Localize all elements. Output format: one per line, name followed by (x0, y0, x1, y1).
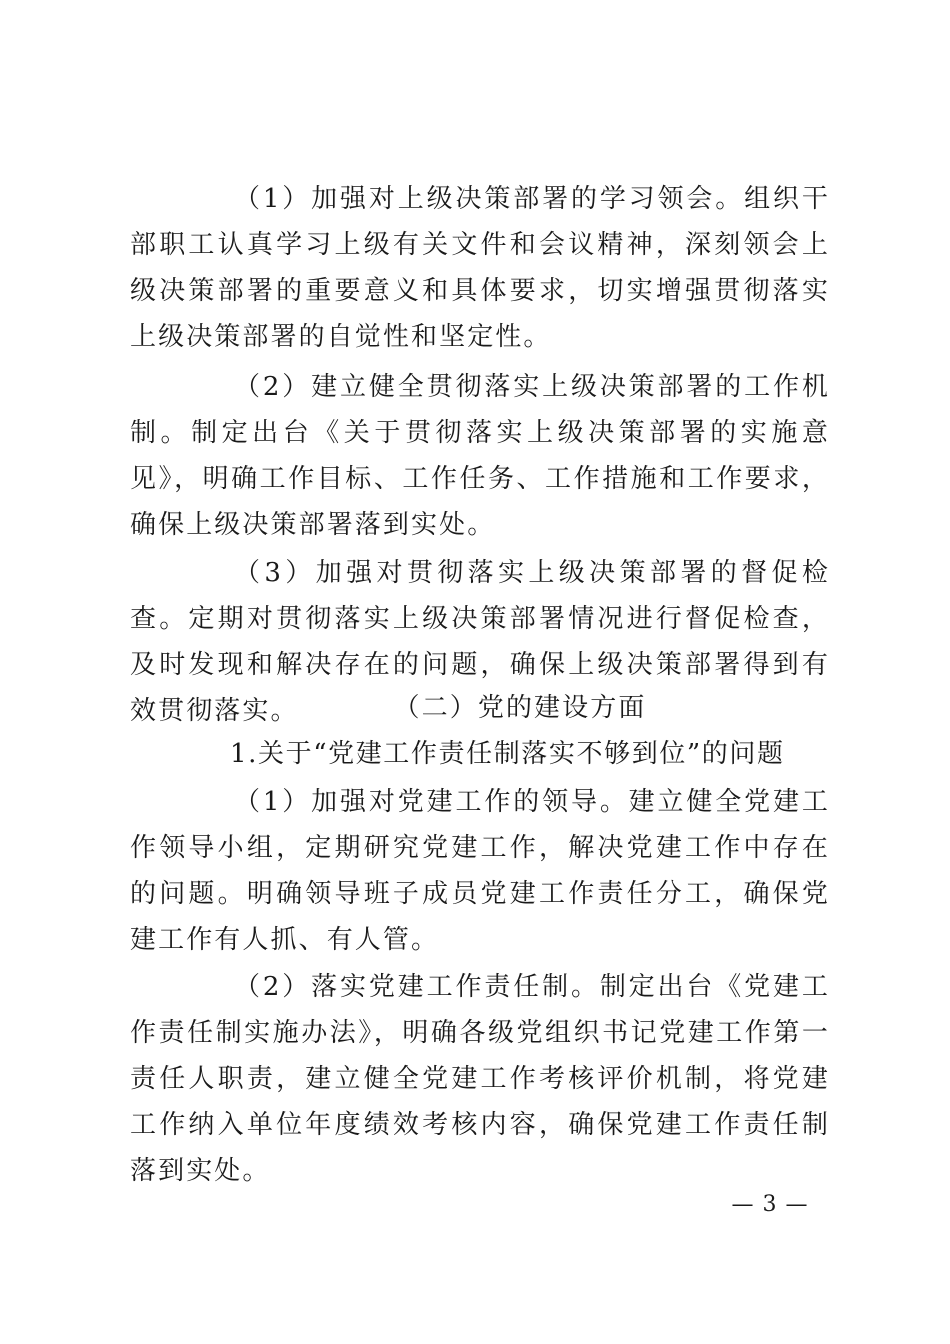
paragraph-study-decisions: （1）加强对上级决策部署的学习领会。组织干部职工认真学习上级有关文件和会议精神，深刻领会上级决策部署的重要意义和具体要求，切实增强贯彻落实上级决策部署的自觉性和坚定性。 (130, 184, 830, 352)
page-number: — 3 — (731, 1192, 809, 1217)
section-heading: （二）党的建设方面 (393, 693, 647, 723)
paragraph-responsibility-system: （2）落实党建工作责任制。制定出台《党建工作责任制实施办法》，明确各级党组织书记党建工作第一责任人职责，建立健全党建工作考核评价机制，将党建工作纳入单位年度绩效考核内容，确保党建工作责任制落到实处。 (130, 972, 830, 1186)
subheading: 1.关于“党建工作责任制落实不够到位”的问题 (230, 739, 785, 769)
paragraph-work-mechanism: （2）建立健全贯彻落实上级决策部署的工作机制。制定出台《关于贯彻落实上级决策部署的实施意见》，明确工作目标、工作任务、工作措施和工作要求，确保上级决策部署落到实处。 (130, 372, 830, 540)
paragraph-supervision: （3）加强对贯彻落实上级决策部署的督促检查。定期对贯彻落实上级决策部署情况进行督促检查，及时发现和解决存在的问题，确保上级决策部署得到有效贯彻落实。 (130, 558, 830, 726)
paragraph-party-leadership: （1）加强对党建工作的领导。建立健全党建工作领导小组，定期研究党建工作，解决党建工作中存在的问题。明确领导班子成员党建工作责任分工，确保党建工作有人抓、有人管。 (130, 787, 830, 955)
